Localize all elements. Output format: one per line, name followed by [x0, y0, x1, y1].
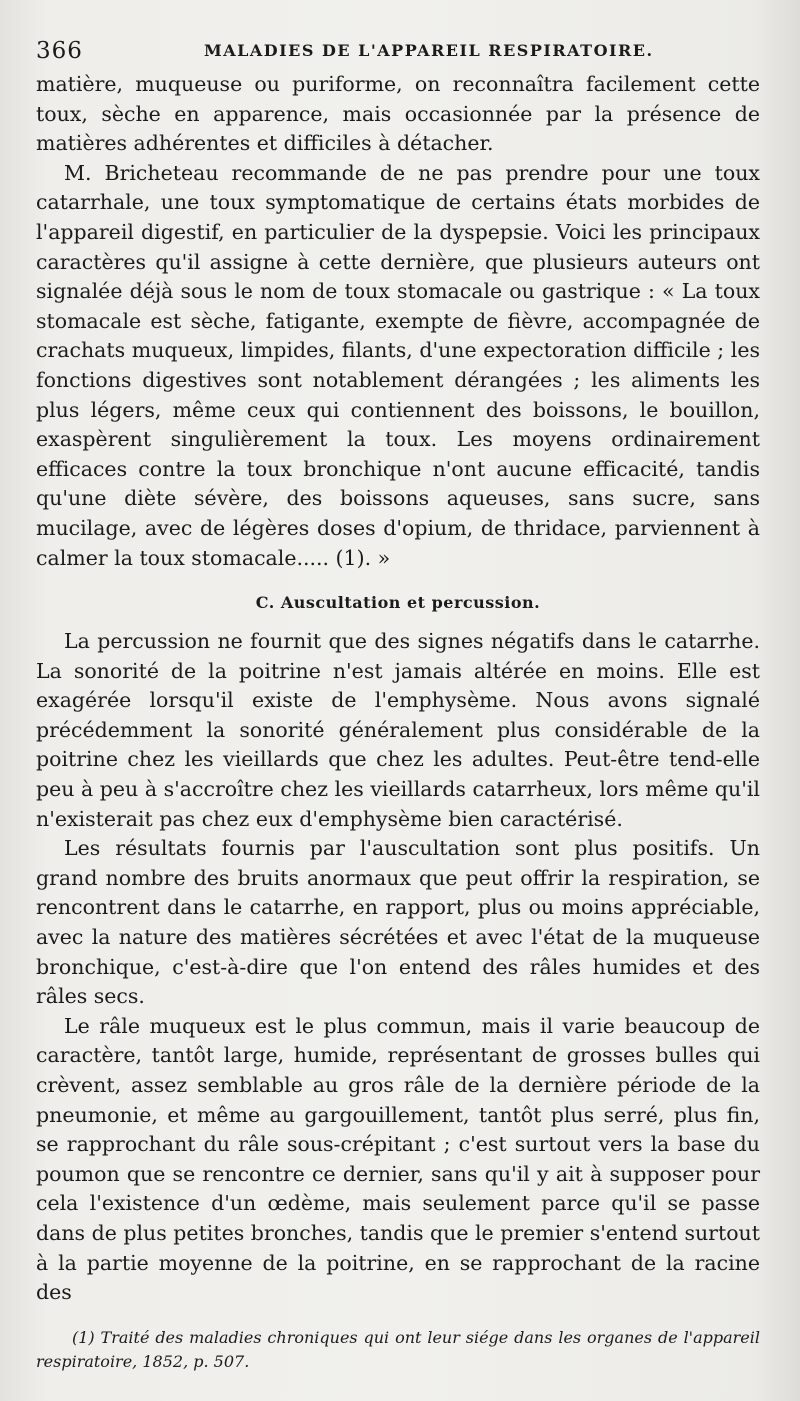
paragraph: La percussion ne fournit que des signes négatifs dans le catarrhe. La sonorité de la poitrine n'est jamais altérée en moins. Elle est exagérée lorsqu'il existe de l'emphysème. Nous avons signalé précédemment la sonorité généralement plus considérable de la poitrine chez les vieillards que chez les adultes. Peut-être tend-elle peu à peu à s'accroître chez les vieillards catarrheux, lors même qu'il n'existerait pas chez eux d'emphysème bien caractérisé. [36, 629, 760, 831]
section-heading: C. Auscultation et percussion. [255, 593, 541, 613]
paragraph: Les résultats fournis par l'auscultation sont plus positifs. Un grand nombre des bruits anormaux que peut offrir la respiration, se rencontrent dans le catarrhe, en rapport, plus ou moins appréciable, avec la nature des matières sécrétées et avec l'état de la muqueuse bronchique, c'est-à-dire que l'on entend des râles humides et des râles secs. [36, 836, 760, 1009]
running-head: MALADIES DE L'APPAREIL RESPIRATOIRE. [204, 41, 654, 60]
page-body [36, 70, 760, 1308]
paragraph-continued: matière, muqueuse ou puriforme, on reconnaîtra facilement cette toux, sèche en apparence, mais occasionnée par la présence de matières adhérentes et difficiles à détacher. [36, 72, 760, 156]
page-number: 366 [36, 38, 83, 64]
footnote: (1) Traité des maladies chroniques qui ont leur siége dans les organes de l'appareil respiratoire, 1852, p. 507. [36, 1328, 760, 1371]
paragraph: Le râle muqueux est le plus commun, mais il varie beaucoup de caractère, tantôt large, humide, représentant de grosses bulles qui crèvent, assez semblable au gros râle de la dernière période de la pneumonie, et même au gargouillement, tantôt plus serré, plus fin, se rapprochant du râle sous-crépitant ; c'est surtout vers la base du poumon que se rencontre ce dernier, sans qu'il y ait à supposer pour cela l'existence d'un œdème, mais seulement parce qu'il se passe dans de plus petites bronches, tandis que le premier s'entend surtout à la partie moyenne de la poitrine, en se rapprochant de la racine des [36, 1013, 760, 1305]
paragraph: M. Bricheteau recommande de ne pas prendre pour une toux catarrhale, une toux symptomatique de certains états morbides de l'appareil digestif, en particulier de la dyspepsie. Voici les principaux caractères qu'il assigne à cette dernière, que plusieurs auteurs ont signalée déjà sous le nom de toux stomacale ou gastrique : « La toux stomacale est sèche, fatigante, exempte de fièvre, accompagnée de crachats muqueux, limpides, filants, d'une expectoration difficile ; les fonctions digestives sont notablement dérangées ; les aliments les plus légers, même ceux qui contiennent des boissons, le bouillon, exaspèrent singulièrement la toux. Les moyens ordinairement efficaces contre la toux bronchique n'ont aucune efficacité, tandis qu'une diète sévère, des boissons aqueuses, sans sucre, sans mucilage, avec de légères doses d'opium, de thridace, parviennent à calmer la toux stomacale..... (1). » [36, 160, 760, 570]
page-header [36, 38, 760, 66]
